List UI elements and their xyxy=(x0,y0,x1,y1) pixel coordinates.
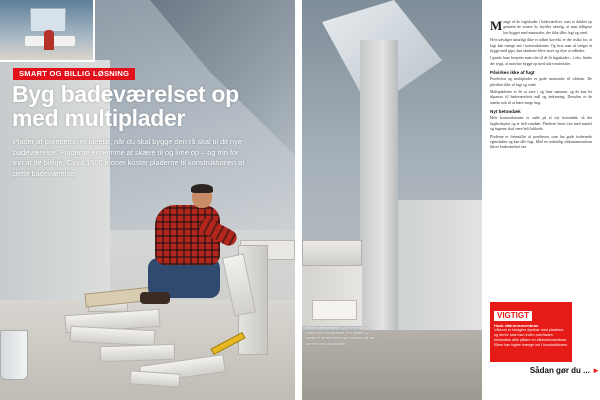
photo-caption xyxy=(306,326,378,347)
article-headline xyxy=(12,82,294,130)
headline-line-1: Byg badeværelset op xyxy=(12,81,239,107)
warning-body: Vådrum er belagtes dyrebar med pladerne, og derfor skal man inden overfladen behandles altid påføre en vådrumsmembran. Ellers kan fugten trænge ind i konstruktionen. xyxy=(494,328,568,347)
body-paragraph: I gamle huse benytter man ofte til de få fugtskader – f.eks. findes der trygt, at man bør bygge op med sikre materialer. xyxy=(490,56,592,66)
body-paragraph: Porebeton og multiplader er gode materialer til vådrum. De påvirkes ikke af fugt og vand. xyxy=(490,77,592,87)
body-paragraph: Multipladerne er let at save i og lime sammen, og de kan let tilpasses til badeværelsets mål og indretning. Desuden er de stærke nok til at bære tunge ting. xyxy=(490,90,592,105)
drop-cap: M xyxy=(490,18,503,33)
bathroom-construction-photo xyxy=(302,0,482,400)
bench-top-shape xyxy=(302,240,362,266)
person-shape xyxy=(44,30,54,50)
page-gutter xyxy=(295,0,302,400)
caption-bold: Hele indretningen xyxy=(306,326,339,330)
man-hair-shape xyxy=(191,184,213,193)
man-boot-shape xyxy=(140,292,170,304)
left-page xyxy=(0,0,295,400)
right-page xyxy=(302,0,600,400)
continue-link-text: Sådan gør du ... xyxy=(529,366,590,375)
continue-link[interactable] xyxy=(510,366,600,376)
finished-bathroom-inset-photo xyxy=(0,0,95,62)
body-paragraph: Pladerne er fremstillet af porebeton, som har gode isolerende egenskaber og kan tåle fugt. Med en ordentlig vådrumsmembran bliver badeværelset tæt. xyxy=(490,134,592,150)
seat-block-shape xyxy=(312,300,357,320)
body-paragraph: Hele konstruktionen er støbt på et nyt betondæk, så det fugtbeskyttet og er helt vandtæt. Pladerne limes fast med mørtel og fugerne skal være helt lukkede. xyxy=(490,116,592,132)
arrow-right-icon: ► xyxy=(592,366,600,375)
section-tag: SMART OG BILLIG LØSNING xyxy=(13,68,135,80)
headline-line-2: med multiplader xyxy=(12,105,186,131)
article-lead: Plader af porebeton er ideelle, når du skal bygge den rå skal til dit nye badeværelse. Pladerne er nemme at skære til og lime op – og trin for trin at de billige. Cirka 1500 kroner koster pladerne til konstruktionen af dette badeværelse. xyxy=(13,137,245,178)
body-text: ange af de fugtskader i badeværelser, som er dukket op gennem de senere år, skyldes nemlig, at man tidligere har bygget med materialer, der ikke tåler fugt og vand. xyxy=(503,20,592,35)
subheading: Påvirkes ikke af fugt xyxy=(490,70,535,76)
caption-text: i badeværelset kan klares med multiplader. Fra hylder og skabe til brusernicher og badekar, alt kan formes med multiplader. xyxy=(306,326,376,346)
warning-box xyxy=(490,302,572,362)
subheading: Nyt betondæk xyxy=(490,109,521,115)
mirror-shape xyxy=(30,8,66,32)
warning-title: VIGTIGT xyxy=(494,311,532,321)
concrete-block xyxy=(100,344,176,363)
bucket-shape xyxy=(0,330,28,380)
warning-subtitle: Husk vådrumsmembran xyxy=(494,323,539,328)
body-paragraph: Hvis udvalget naturligt ikke er udført korrekt, er der risiko for, at fugt kan trænge ind i konstruktionen. Og hvis man så vælger at bygge med gips, kan skaderne blive store og dyre at udbedre. xyxy=(490,38,592,54)
body-paragraph xyxy=(490,20,592,36)
